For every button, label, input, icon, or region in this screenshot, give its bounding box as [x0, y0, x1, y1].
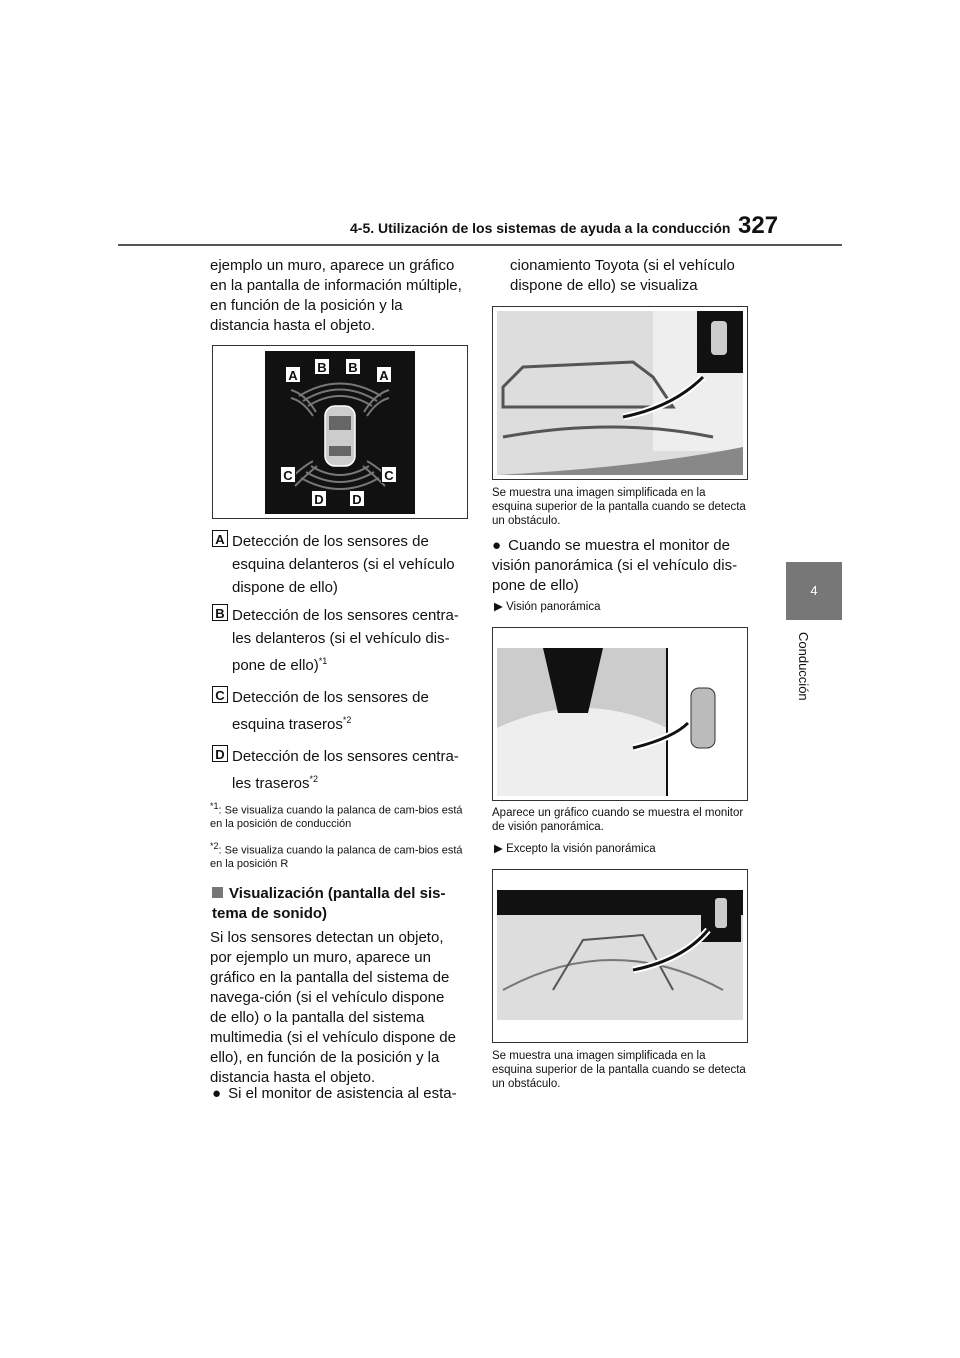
caption-3: Se muestra una imagen simplificada en la esquina superior de la pantalla cuando se detecta un obstáculo. — [492, 1050, 746, 1090]
sub-item-1-text: Visión panorámica — [506, 601, 601, 613]
label-b-right: B — [345, 358, 361, 375]
page-number: 327 — [738, 212, 779, 239]
def-key-d: D — [212, 745, 228, 762]
triangle-icon: ▶ — [494, 601, 503, 613]
sensor-diagram — [213, 346, 467, 518]
bullet-2-text: Cuando se muestra el monitor de visión panorámica (si el vehículo dis-pone de ello) — [492, 537, 738, 594]
header-divider — [118, 244, 842, 246]
sub-item-2 — [494, 842, 656, 856]
triangle-icon: ▶ — [494, 843, 503, 855]
sub-item-1 — [494, 600, 600, 614]
heading-text: Visualización (pantalla del sis-tema de sonido) — [212, 885, 446, 922]
bullet-1 — [212, 1084, 467, 1104]
assist-monitor-image — [493, 307, 747, 479]
panoramic-figure — [492, 627, 748, 801]
sub-item-2-text: Excepto la visión panorámica — [506, 843, 656, 855]
definition-c — [212, 686, 467, 733]
other-view-figure — [492, 869, 748, 1043]
intro-paragraph: ejemplo un muro, aparece un gráfico en la pantalla de información múltiple, en función de la posición y la distancia hasta el objeto. — [210, 257, 462, 334]
bullet-2 — [492, 536, 748, 596]
def-key-c: C — [212, 686, 228, 703]
footnote-2: $^{*2}$: Se visualiza cuando la palanca de cam-bios está en la posición R — [210, 841, 463, 870]
chapter-tab[interactable]: 4 — [786, 562, 842, 620]
label-c-right: C — [381, 466, 397, 483]
label-d-right: D — [349, 490, 365, 507]
section-heading — [212, 884, 467, 924]
label-b-left: B — [314, 358, 330, 375]
caption-1: Se muestra una imagen simplificada en la esquina superior de la pantalla cuando se detecta un obstáculo. — [492, 487, 746, 527]
def-text-c: Detección de los sensores de esquina traseros — [232, 689, 429, 733]
def-sup-d: *2 — [309, 774, 319, 784]
def-text-a: Detección de los sensores de esquina delanteros (si el vehículo dispone de ello) — [232, 533, 455, 596]
definition-a — [212, 530, 467, 596]
label-d-left: D — [311, 490, 327, 507]
sensor-figure — [212, 345, 468, 519]
def-key-b: B — [212, 604, 228, 621]
footnote-1-mark: *1 — [210, 801, 219, 811]
display-paragraph: Si los sensores detectan un objeto, por ejemplo un muro, aparece un gráfico en la pantalla del sistema de navega-ción (si el vehículo dispone de ello) o la pantalla del sistema multimedia (si el vehículo dispone de ello), en función de la posición y la distancia hasta el objeto. — [210, 929, 456, 1086]
other-view-image — [493, 870, 747, 1042]
def-sup-b: *1 — [318, 656, 328, 666]
footnote-1-text: Se visualiza cuando la palanca de cam-bios está en la posición de conducción — [210, 804, 463, 830]
heading-square-icon — [212, 887, 223, 898]
bullet-dot-icon: ● — [212, 1085, 222, 1102]
definition-b — [212, 604, 467, 674]
footnote-2-text: Se visualiza cuando la palanca de cam-bios está en la posición R — [210, 844, 463, 870]
assist-monitor-figure — [492, 306, 748, 480]
def-key-a: A — [212, 530, 228, 547]
footnote-2-mark: *2 — [210, 841, 219, 851]
definition-d — [212, 745, 467, 792]
bullet-1-text: Si el monitor de asistencia al esta- — [228, 1085, 457, 1102]
label-c-left: C — [280, 466, 296, 483]
def-sup-c: *2 — [342, 715, 352, 725]
footnote-1: $^{*1}$: Se visualiza cuando la palanca de cam-bios está en la posición de conducción — [210, 801, 463, 830]
continued-text: cionamiento Toyota (si el vehículo dispone de ello) se visualiza — [510, 257, 735, 294]
def-text-b: Detección de los sensores centra-les delanteros (si el vehículo dis-pone de ello) — [232, 607, 459, 674]
caption-2: Aparece un gráfico cuando se muestra el monitor de visión panorámica. — [492, 807, 744, 833]
def-text-d: Detección de los sensores centra-les traseros — [232, 748, 459, 792]
chapter-label: Conducción — [796, 632, 811, 701]
panoramic-image — [493, 628, 747, 800]
bullet-dot-icon: ● — [492, 537, 502, 554]
label-a-right: A — [376, 366, 392, 383]
label-a-left: A — [285, 366, 301, 383]
section-title: 4-5. Utilización de los sistemas de ayuda a la conducción — [350, 220, 731, 236]
